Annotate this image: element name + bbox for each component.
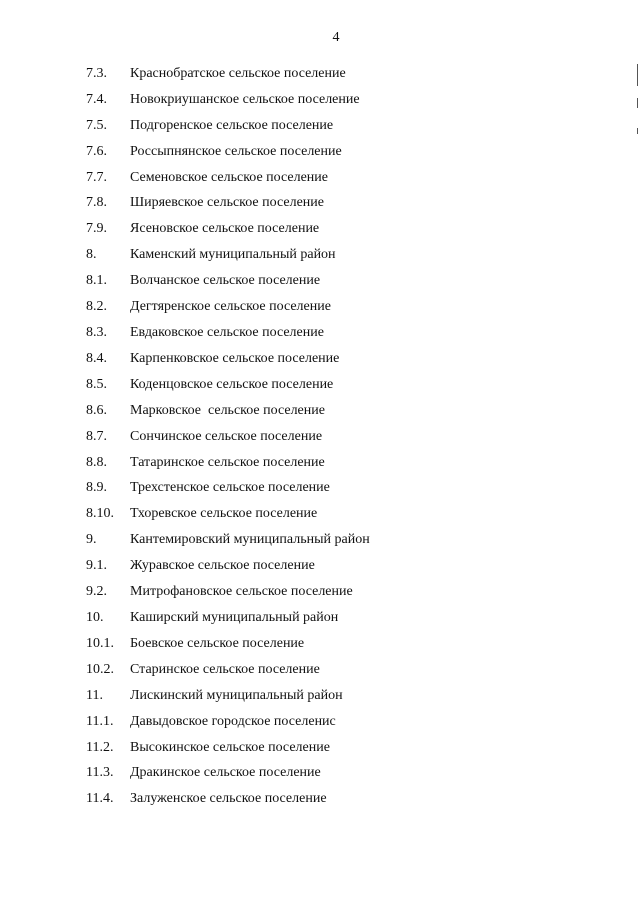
list-item [86, 424, 606, 450]
item-label: Волчанское сельское поселение [130, 273, 321, 289]
item-label: Новокриушанское сельское поселение [130, 91, 360, 107]
item-number: 11.2. [86, 739, 114, 755]
item-label: Краснобратское сельское поселение [130, 65, 346, 81]
item-label: Сончинское сельское поселение [130, 428, 323, 444]
item-label: Митрофановское сельское поселение [130, 584, 353, 600]
item-label: Трехстенское сельское поселение [130, 480, 330, 496]
item-label: Ясеновское сельское поселение [130, 221, 320, 237]
item-label: Марковское сельское поселение [130, 402, 325, 418]
item-number: 11. [86, 687, 103, 703]
item-label: Евдаковское сельское поселение [130, 325, 324, 341]
item-label: Россыпнянское сельское поселение [130, 143, 342, 159]
item-label: Давыдовское городское поселенис [130, 713, 336, 729]
item-number: 8.9. [86, 480, 107, 496]
list-item [86, 579, 606, 605]
list-item [86, 631, 606, 657]
item-number: 7.8. [86, 195, 107, 211]
list-item [86, 61, 606, 87]
list-item [86, 476, 606, 502]
item-number: 10.2. [86, 661, 114, 677]
list-item [86, 113, 606, 139]
list-item [86, 139, 606, 165]
item-label: Подгоренское сельское поселение [130, 117, 334, 133]
item-label: Залуженское сельское поселение [130, 791, 327, 807]
list-item [86, 216, 606, 242]
item-number: 9.1. [86, 558, 107, 574]
item-number: 7.4. [86, 91, 107, 107]
item-number: 7.3. [86, 65, 107, 81]
list-item [86, 165, 606, 191]
item-number: 8. [86, 247, 97, 263]
item-number: 10. [86, 609, 104, 625]
item-number: 8.1. [86, 273, 107, 289]
list-item [86, 657, 606, 683]
item-label: Коденцовское сельское поселение [130, 376, 334, 392]
item-label: Лискинский муниципальный район [130, 687, 343, 703]
list-item [86, 242, 606, 268]
item-label: Каменский муниципальный район [130, 247, 336, 263]
scan-edge-mark [637, 98, 638, 108]
item-label: Семеновское сельское поселение [130, 169, 329, 185]
item-number: 8.6. [86, 402, 107, 418]
item-number: 9. [86, 532, 97, 548]
item-number: 8.5. [86, 376, 107, 392]
list-item [86, 709, 606, 735]
item-label: Боевское сельское поселение [130, 635, 305, 651]
item-number: 7.9. [86, 221, 107, 237]
list-item [86, 553, 606, 579]
item-label: Журавское сельское поселение [130, 558, 315, 574]
list-item [86, 760, 606, 786]
item-label: Татаринское сельское поселение [130, 454, 325, 470]
item-label: Каширский муниципальный район [130, 609, 339, 625]
item-label: Карпенковское сельское поселение [130, 350, 340, 366]
item-number: 8.4. [86, 350, 107, 366]
item-number: 8.7. [86, 428, 107, 444]
list-item [86, 372, 606, 398]
item-number: 11.1. [86, 713, 114, 729]
item-label: Дракинское сельское поселение [130, 765, 321, 781]
item-label: Тхоревское сельское поселение [130, 506, 318, 522]
item-number: 8.10. [86, 506, 114, 522]
list-item [86, 191, 606, 217]
list-item [86, 735, 606, 761]
item-label: Высокинское сельское поселение [130, 739, 330, 755]
item-number: 8.2. [86, 299, 107, 315]
item-number: 9.2. [86, 584, 107, 600]
list-item [86, 786, 606, 812]
item-label: Дегтяренское сельское поселение [130, 299, 331, 315]
list-item [86, 398, 606, 424]
list-item [86, 87, 606, 113]
scan-edge-mark [637, 64, 638, 86]
settlement-list [86, 61, 606, 812]
item-number: 7.6. [86, 143, 107, 159]
list-item [86, 294, 606, 320]
list-item [86, 527, 606, 553]
scan-edge-mark [637, 128, 638, 134]
list-item [86, 320, 606, 346]
item-number: 7.7. [86, 169, 107, 185]
item-number: 8.3. [86, 325, 107, 341]
list-item [86, 501, 606, 527]
item-number: 7.5. [86, 117, 107, 133]
item-number: 8.8. [86, 454, 107, 470]
list-item [86, 683, 606, 709]
item-number: 10.1. [86, 635, 114, 651]
item-label: Ширяевское сельское поселение [130, 195, 324, 211]
list-item [86, 268, 606, 294]
item-label: Старинское сельское поселение [130, 661, 320, 677]
list-item [86, 346, 606, 372]
list-item [86, 605, 606, 631]
item-label: Кантемировский муниципальный район [130, 532, 370, 548]
list-item [86, 450, 606, 476]
page-number: 4 [332, 30, 340, 45]
item-number: 11.3. [86, 765, 114, 781]
item-number: 11.4. [86, 791, 114, 807]
